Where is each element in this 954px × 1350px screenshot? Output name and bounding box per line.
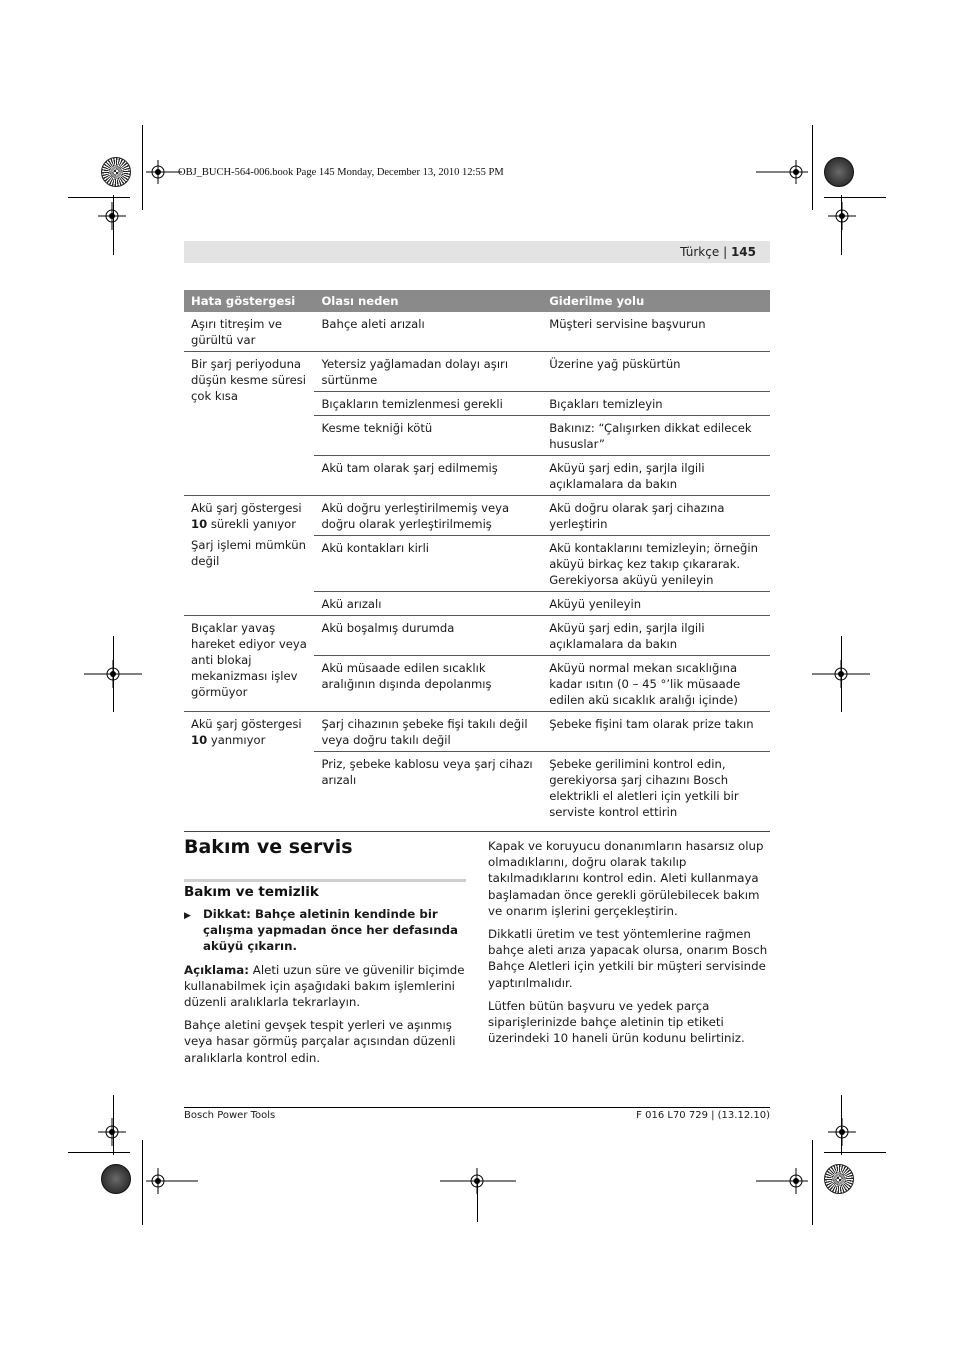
registration-wheel-icon [824,157,854,187]
cause-cell: Akü doğru yerleştirilmemiş veya doğru olarak yerleştirilmemiş [314,496,542,536]
footer-divider [184,1107,770,1108]
footer-brand: Bosch Power Tools [184,1110,276,1121]
remedy-cell: Şebeke fişini tam olarak prize takın [542,712,770,752]
registration-mark-icon [756,1168,808,1194]
remedy-cell: Bıçakları temizleyin [542,392,770,416]
registration-mark-icon [84,660,142,688]
remedy-cell: Aküyü şarj edin, şarjla ilgili açıklamalara da bakın [542,616,770,656]
registration-mark-icon [828,1118,856,1146]
note-paragraph [184,962,468,1011]
symptom-cell: Akü şarj göstergesi 10 sürekli yanıyor Şarj işlemi mümkün değil [184,496,314,616]
table-row [184,496,770,536]
cause-cell: Yetersiz yağlamadan dolayı aşırı sürtünme [314,352,542,392]
warning-item [184,906,468,955]
cause-cell: Akü kontakları kirli [314,536,542,592]
symptom-cell: Bıçaklar yavaş hareket ediyor veya anti blokaj mekanizması işlev görmüyor [184,616,314,712]
indicator-number: 10 [191,517,208,531]
column-header: Giderilme yolu [542,290,770,312]
table-row [184,312,770,352]
right-column [488,838,772,1053]
cause-cell: Akü müsaade edilen sıcaklık aralığının dışında depolanmış [314,656,542,712]
paragraph: Dikkatli üretim ve test yöntemlerine rağmen bahçe aleti arıza yapacak olursa, onarım Bosch Bahçe Aletleri için yetkili bir müşteri servisinde yaptırılmalıdır. [488,927,768,990]
header-language: Türkçe [680,245,720,259]
print-info: OBJ_BUCH-564-006.book Page 145 Monday, December 13, 2010 12:55 PM [178,167,504,178]
note-text: Aleti uzun süre ve güvenilir biçimde kullanabilmek için aşağıdaki bakım işlemlerini düzenli aralıklarla tekrarlayın. [184,962,465,1010]
arrow-right-icon: ▶ [184,911,191,921]
cause-cell: Akü arızalı [314,592,542,616]
symptom-cell: Bir şarj periyoduna düşün kesme süresi çok kısa [184,352,314,496]
section-title: Bakım ve servis [184,836,353,858]
column-header: Olası neden [314,290,542,312]
cause-cell: Akü tam olarak şarj edilmemiş [314,456,542,496]
remedy-cell: Aküyü normal mekan sıcaklığına kadar ısıtın (0 – 45 °’lik müsaade edilen akü sıcaklık aralığı içinde) [542,656,770,712]
registration-mark-icon [146,160,182,184]
registration-mark-icon [146,1168,198,1194]
registration-wheel-icon [101,157,131,187]
page-number: 145 [730,245,756,259]
cause-cell: Bıçakların temizlenmesi gerekli [314,392,542,416]
table-header-row [184,290,770,312]
indicator-number: 10 [191,733,208,747]
cause-cell: Şarj cihazının şebeke fişi takılı değil veya doğru takılı değil [314,712,542,752]
paragraph: Bahçe aletini gevşek tespit yerleri ve aşınmış veya hasar görmüş parçalar açısından düzenli aralıklarla kontrol edin. [184,1018,456,1065]
registration-wheel-icon [824,1164,854,1194]
troubleshooting-table [184,290,770,832]
remedy-cell: Akü doğru olarak şarj cihazına yerleştirin [542,496,770,536]
registration-mark-icon [440,1168,516,1194]
paragraph: Kapak ve koruyucu donanımların hasarsız olup olmadıklarını, doğru olarak takılıp takılmadıklarını kontrol edin. Aleti kullanmaya başlamadan önce gerekli görülebilecek bakım ve onarım işlerini gerçekleştirin. [488,839,764,918]
remedy-cell: Müşteri servisine başvurun [542,312,770,352]
registration-mark-icon [828,202,856,230]
remedy-cell: Üzerine yağ püskürtün [542,352,770,392]
symptom-cell: Akü şarj göstergesi 10 yanmıyor [184,712,314,832]
subsection-divider [184,879,466,882]
paragraph: Lütfen bütün başvuru ve yedek parça siparişlerinizde bahçe aletinin tip etiketi üzerindeki 10 haneli ürün kodunu belirtiniz. [488,998,745,1046]
left-column [184,906,468,1073]
cause-cell: Akü boşalmış durumda [314,616,542,656]
remedy-cell: Aküyü şarj edin, şarjla ilgili açıklamalara da bakın [542,456,770,496]
cause-cell: Bahçe aleti arızalı [314,312,542,352]
symptom-cell: Aşırı titreşim ve gürültü var [184,312,314,352]
column-header: Hata göstergesi [184,290,314,312]
registration-mark-icon [812,660,870,688]
subsection-title: Bakım ve temizlik [184,884,319,900]
note-label: Açıklama: [184,962,249,977]
table-row [184,352,770,392]
page-header [184,241,770,263]
registration-wheel-icon [101,1164,131,1194]
table-row [184,616,770,656]
table-row [184,712,770,752]
remedy-cell: Şebeke gerilimini kontrol edin, gerekiyorsa şarj cihazını Bosch elektrikli el aletleri için yetkili bir serviste kontrol ettirin [542,752,770,832]
warning-text: Dikkat: Bahçe aletinin kendinde bir çalışma yapmadan önce her defasında aküyü çıkarın. [203,907,459,954]
remedy-cell: Aküyü yenileyin [542,592,770,616]
registration-mark-icon [98,1118,126,1146]
registration-mark-icon [756,160,808,184]
remedy-cell: Bakınız: “Çalışırken dikkat edilecek hususlar” [542,416,770,456]
registration-mark-icon [98,202,126,230]
footer-doc-code: F 016 L70 729 | (13.12.10) [636,1110,770,1121]
remedy-cell: Akü kontaklarını temizleyin; örneğin aküyü birkaç kez takıp çıkararak. Gerekiyorsa aküyü yenileyin [542,536,770,592]
cause-cell: Priz, şebeke kablosu veya şarj cihazı arızalı [314,752,542,832]
header-separator: | [723,245,728,259]
cause-cell: Kesme tekniği kötü [314,416,542,456]
